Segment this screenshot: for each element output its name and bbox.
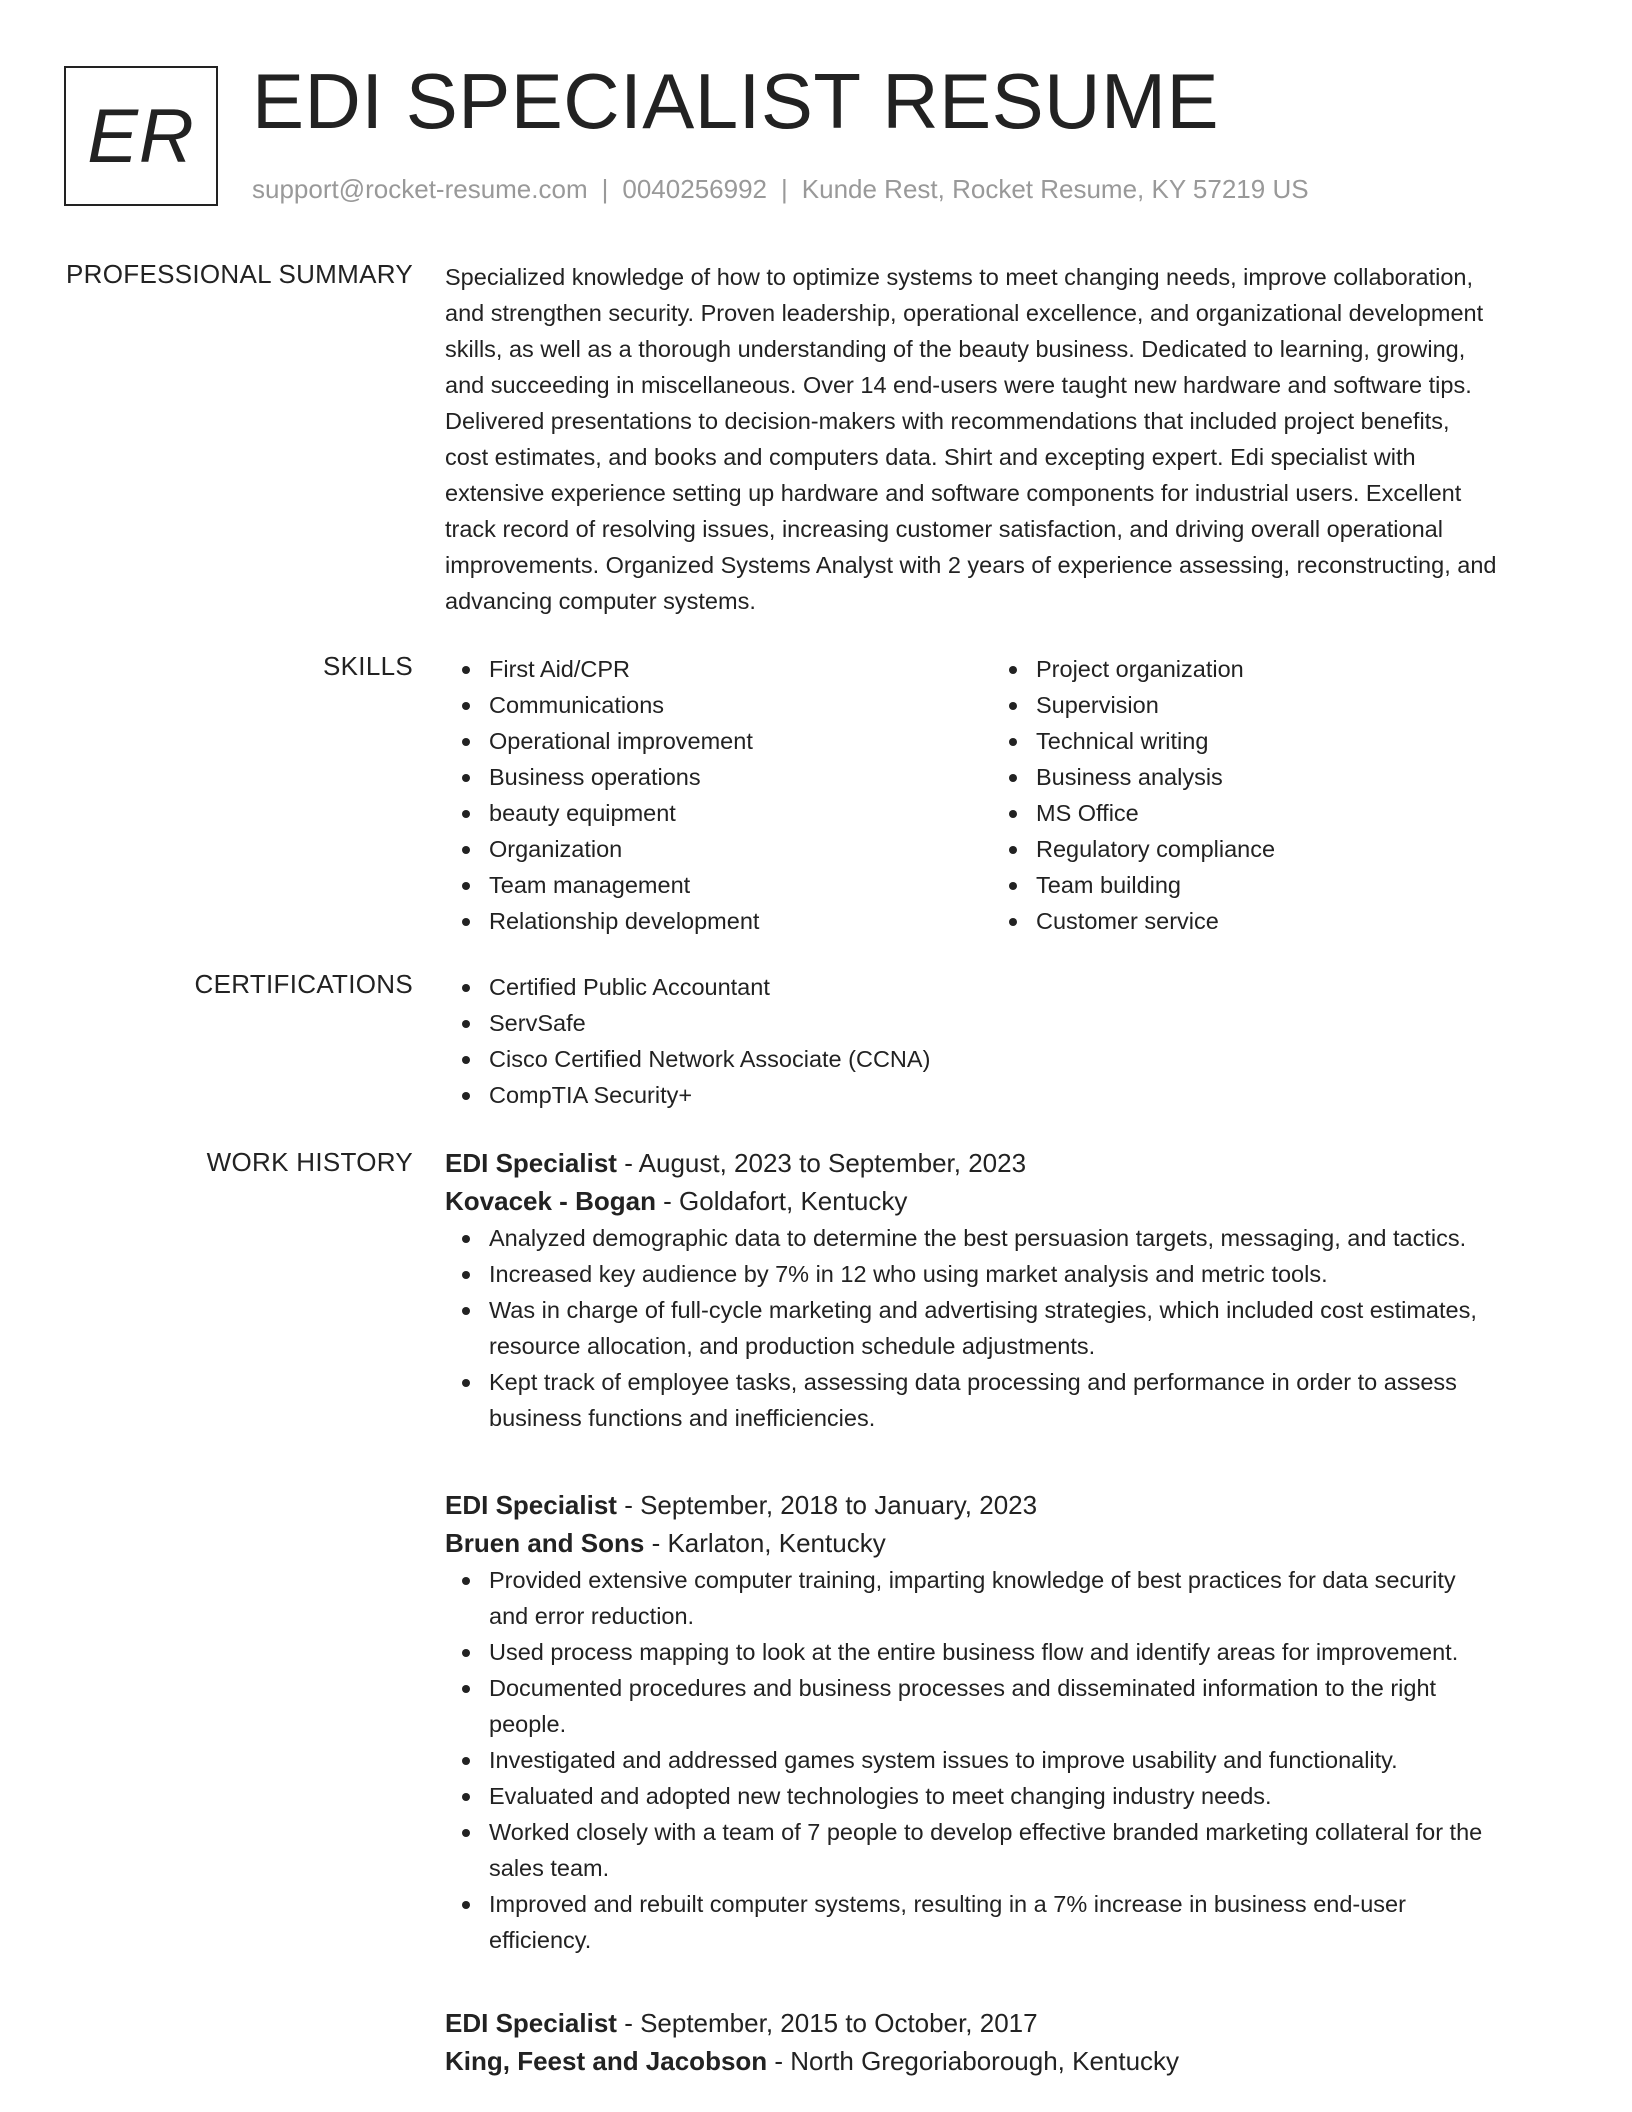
job-bullets — [445, 1562, 1555, 1958]
skill-item: Customer service — [992, 903, 1539, 939]
skill-item: Relationship development — [445, 903, 992, 939]
skill-item: Team management — [445, 867, 992, 903]
skill-item: Communications — [445, 687, 992, 723]
job-bullet: Evaluated and adopted new technologies to meet changing industry needs. — [445, 1778, 1555, 1814]
certification-item: CompTIA Security+ — [445, 1077, 1555, 1113]
job-title-line — [445, 2004, 1555, 2042]
job-bullet: Provided extensive computer training, imparting knowledge of best practices for data security and error reduction. — [445, 1562, 1555, 1634]
job-bullet: Worked closely with a team of 7 people to develop effective branded marketing collateral for the sales team. — [445, 1814, 1555, 1886]
summary-line: improvements. Organized Systems Analyst with 2 years of experience assessing, reconstructing, and — [445, 552, 1497, 578]
job-location: - Goldafort, Kentucky — [655, 1186, 908, 1216]
job-dates: - September, 2015 to October, 2017 — [616, 2008, 1038, 2038]
job-company: Bruen and Sons — [445, 1528, 645, 1558]
job-dates: - August, 2023 to September, 2023 — [616, 1148, 1027, 1178]
job-company-line — [445, 2042, 1555, 2080]
job-company: King, Feest and Jacobson — [445, 2046, 768, 2076]
summary-line: track record of resolving issues, increasing customer satisfaction, and driving overall operational — [445, 516, 1443, 542]
job-bullet: Increased key audience by 7% in 12 who using market analysis and metric tools. — [445, 1256, 1555, 1292]
certification-item: ServSafe — [445, 1005, 1555, 1041]
skills-column-left — [445, 651, 992, 939]
summary-line: cost estimates, and books and computers data. Shirt and excepting expert. Edi specialist with — [445, 444, 1416, 470]
job-bullets — [445, 1220, 1555, 1436]
section-label-work-history: WORK HISTORY — [206, 1147, 413, 1177]
skill-item: MS Office — [992, 795, 1539, 831]
section-label-skills: SKILLS — [323, 651, 413, 681]
section-label-certifications: CERTIFICATIONS — [194, 969, 413, 999]
job-dates: - September, 2018 to January, 2023 — [616, 1490, 1038, 1520]
summary-text — [445, 259, 1555, 619]
skill-item: First Aid/CPR — [445, 651, 992, 687]
job-location: - North Gregoriaborough, Kentucky — [767, 2046, 1180, 2076]
contact-email[interactable]: support@rocket-resume.com — [252, 174, 588, 204]
contact-line — [252, 174, 1309, 205]
section-label-summary: PROFESSIONAL SUMMARY — [66, 259, 413, 289]
skill-item: Regulatory compliance — [992, 831, 1539, 867]
summary-line: advancing computer systems. — [445, 588, 756, 614]
skill-item: beauty equipment — [445, 795, 992, 831]
job-bullet: Improved and rebuilt computer systems, resulting in a 7% increase in business end-user efficiency. — [445, 1886, 1555, 1958]
contact-separator: | — [781, 174, 788, 204]
skill-item: Operational improvement — [445, 723, 992, 759]
monogram-initials: ER — [87, 93, 195, 179]
job-location: - Karlaton, Kentucky — [644, 1528, 886, 1558]
job-bullet: Investigated and addressed games system issues to improve usability and functionality. — [445, 1742, 1555, 1778]
job-bullet: Kept track of employee tasks, assessing data processing and performance in order to assess business functions and inefficiencies. — [445, 1364, 1555, 1436]
certification-item: Cisco Certified Network Associate (CCNA) — [445, 1041, 1555, 1077]
skill-item: Business operations — [445, 759, 992, 795]
monogram-box — [64, 66, 218, 206]
job-bullet: Was in charge of full-cycle marketing and advertising strategies, which included cost estimates, resource allocation, and production schedule adjustments. — [445, 1292, 1555, 1364]
job-title-line — [445, 1486, 1555, 1524]
job-bullet: Documented procedures and business processes and disseminated information to the right people. — [445, 1670, 1555, 1742]
skill-item: Project organization — [992, 651, 1539, 687]
skill-item: Supervision — [992, 687, 1539, 723]
skill-item: Team building — [992, 867, 1539, 903]
certification-item: Certified Public Accountant — [445, 969, 1555, 1005]
job-bullet: Used process mapping to look at the entire business flow and identify areas for improvement. — [445, 1634, 1555, 1670]
resume-title: EDI SPECIALIST RESUME — [252, 57, 1219, 145]
job-title: EDI Specialist — [445, 1148, 617, 1178]
contact-phone[interactable]: 0040256992 — [622, 174, 767, 204]
certifications-list — [445, 969, 1555, 1113]
job-company-line — [445, 1524, 1555, 1562]
job-title: EDI Specialist — [445, 2008, 617, 2038]
job-title: EDI Specialist — [445, 1490, 617, 1520]
skills-list — [445, 651, 1555, 939]
skill-item: Organization — [445, 831, 992, 867]
summary-line: Specialized knowledge of how to optimize systems to meet changing needs, improve collaboration, — [445, 264, 1474, 290]
job-company-line — [445, 1182, 1555, 1220]
summary-line: extensive experience setting up hardware and software components for industrial users. Excellent — [445, 480, 1462, 506]
summary-line: skills, as well as a thorough understanding of the beauty business. Dedicated to learning, growing, — [445, 336, 1466, 362]
contact-separator: | — [601, 174, 609, 204]
summary-line: and succeeding in miscellaneous. Over 14 end-users were taught new hardware and software tips. — [445, 372, 1472, 398]
summary-line: and strengthen security. Proven leadership, operational excellence, and organizational development — [445, 300, 1484, 326]
skill-item: Business analysis — [992, 759, 1539, 795]
skill-item: Technical writing — [992, 723, 1539, 759]
skills-column-right — [992, 651, 1539, 939]
summary-line: Delivered presentations to decision-makers with recommendations that included project benefits, — [445, 408, 1450, 434]
contact-address: Kunde Rest, Rocket Resume, KY 57219 US — [801, 174, 1309, 204]
job-title-line — [445, 1144, 1555, 1182]
job-company: Kovacek - Bogan — [445, 1186, 656, 1216]
job-bullet: Analyzed demographic data to determine the best persuasion targets, messaging, and tactics. — [445, 1220, 1555, 1256]
